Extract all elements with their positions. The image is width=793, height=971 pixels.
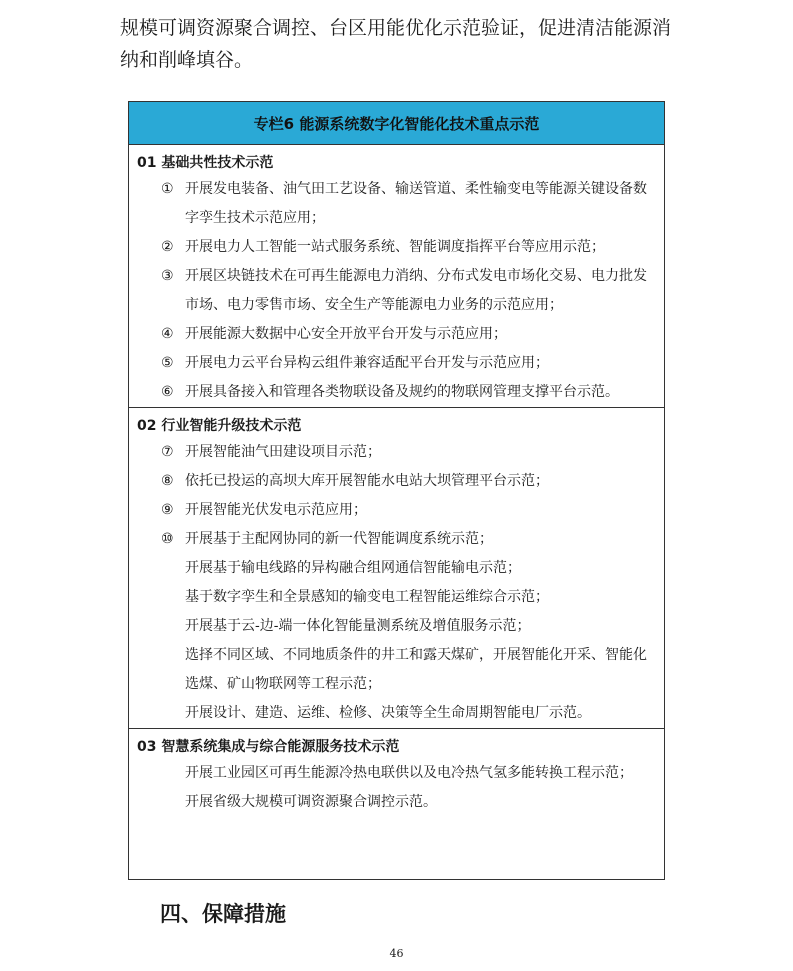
item-text: 选择不同区域、不同地质条件的井工和露天煤矿，开展智能化开采、智能化选煤、矿山物联网等工程示范； bbox=[185, 647, 647, 692]
item-marker bbox=[161, 759, 185, 788]
list-item bbox=[129, 554, 664, 583]
section-title: 03 智慧系统集成与综合能源服务技术示范 bbox=[137, 739, 400, 755]
list-item bbox=[129, 496, 664, 525]
box-sections bbox=[129, 145, 664, 817]
item-marker bbox=[161, 554, 185, 583]
item-text: 开展设计、建造、运维、检修、决策等全生命周期智能电厂示范。 bbox=[185, 705, 591, 721]
item-marker: ⑦ bbox=[161, 444, 174, 460]
list-item bbox=[129, 641, 664, 699]
item-marker: ③ bbox=[161, 268, 174, 284]
section-title: 02 行业智能升级技术示范 bbox=[137, 418, 302, 434]
list-item bbox=[129, 583, 664, 612]
list-item bbox=[129, 699, 664, 728]
item-marker: ② bbox=[161, 239, 174, 255]
item-text: 开展区块链技术在可再生能源电力消纳、分布式发电市场化交易、电力批发市场、电力零售市场、安全生产等能源电力业务的示范应用； bbox=[185, 268, 647, 313]
item-marker: ⑤ bbox=[161, 355, 174, 371]
item-text: 开展智能光伏发电示范应用； bbox=[185, 502, 367, 518]
box-title: 专栏6 能源系统数字化智能化技术重点示范 bbox=[129, 102, 664, 145]
item-text: 开展工业园区可再生能源冷热电联供以及电冷热气氢多能转换工程示范； bbox=[185, 765, 633, 781]
list-item bbox=[129, 378, 664, 407]
item-marker: ⑩ bbox=[161, 531, 174, 547]
item-text: 依托已投运的高坝大库开展智能水电站大坝管理平台示范； bbox=[185, 473, 549, 489]
item-text: 开展省级大规模可调资源聚合调控示范。 bbox=[185, 794, 437, 810]
list-item bbox=[129, 175, 664, 233]
section-heading: 四、保障措施 bbox=[160, 902, 286, 926]
list-item bbox=[129, 467, 664, 496]
item-text: 开展基于云-边-端一体化智能量测系统及增值服务示范； bbox=[185, 618, 531, 634]
item-text: 开展具备接入和管理各类物联设备及规约的物联网管理支撑平台示范。 bbox=[185, 384, 619, 400]
list-item bbox=[129, 320, 664, 349]
item-text: 开展基于输电线路的异构融合组网通信智能输电示范； bbox=[185, 560, 521, 576]
box-section bbox=[129, 408, 664, 729]
list-item bbox=[129, 438, 664, 467]
list-item bbox=[129, 788, 664, 817]
box-section bbox=[129, 729, 664, 817]
item-marker: ⑧ bbox=[161, 473, 174, 489]
section-title: 01 基础共性技术示范 bbox=[137, 155, 274, 171]
item-text: 开展能源大数据中心安全开放平台开发与示范应用； bbox=[185, 326, 507, 342]
item-marker: ⑨ bbox=[161, 502, 174, 518]
feature-box bbox=[128, 101, 665, 880]
item-marker: ① bbox=[161, 181, 174, 197]
item-marker: ④ bbox=[161, 326, 174, 342]
item-marker: ⑥ bbox=[161, 384, 174, 400]
item-text: 基于数字孪生和全景感知的输变电工程智能运维综合示范； bbox=[185, 589, 549, 605]
item-text: 开展电力云平台异构云组件兼容适配平台开发与示范应用； bbox=[185, 355, 549, 371]
list-item bbox=[129, 759, 664, 788]
item-text: 开展电力人工智能一站式服务系统、智能调度指挥平台等应用示范； bbox=[185, 239, 605, 255]
list-item bbox=[129, 525, 664, 554]
item-marker bbox=[161, 612, 185, 641]
item-marker bbox=[161, 788, 185, 817]
box-section bbox=[129, 145, 664, 408]
item-marker bbox=[161, 641, 185, 699]
item-marker bbox=[161, 583, 185, 612]
item-text: 开展发电装备、油气田工艺设备、输送管道、柔性输变电等能源关键设备数字孪生技术示范应用； bbox=[185, 181, 647, 226]
item-text: 开展智能油气田建设项目示范； bbox=[185, 444, 381, 460]
list-item bbox=[129, 262, 664, 320]
item-text: 开展基于主配网协同的新一代智能调度系统示范； bbox=[185, 531, 493, 547]
item-marker bbox=[161, 699, 185, 728]
list-item bbox=[129, 612, 664, 641]
list-item bbox=[129, 349, 664, 378]
list-item bbox=[129, 233, 664, 262]
page-number: 46 bbox=[389, 947, 404, 960]
intro-paragraph: 规模可调资源聚合调控、台区用能优化示范验证，促进清洁能源消纳和削峰填谷。 bbox=[120, 17, 672, 71]
